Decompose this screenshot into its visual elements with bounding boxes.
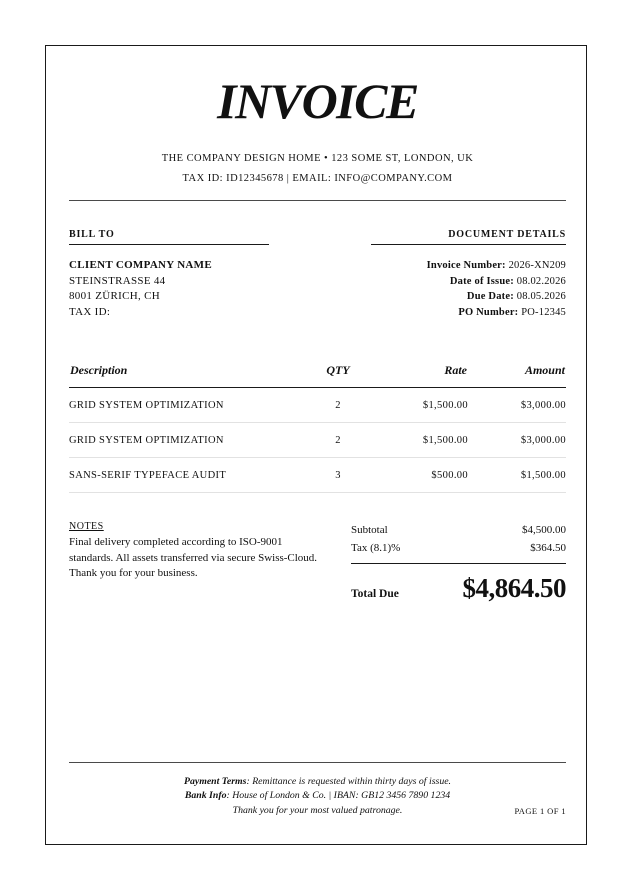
page-indicator: PAGE 1 OF 1 xyxy=(514,805,566,816)
tax-label: Tax (8.1)% xyxy=(351,542,401,554)
column-header-qty: QTY xyxy=(306,362,370,388)
column-header-rate: Rate xyxy=(370,362,468,388)
row-amount: $3,000.00 xyxy=(468,423,566,458)
bank-info-line xyxy=(69,789,566,804)
company-address-line: THE COMPANY DESIGN HOME • 123 SOME ST, LONDON, UK xyxy=(161,153,474,164)
row-rate: $500.00 xyxy=(370,458,468,493)
tax-row xyxy=(351,539,566,557)
row-qty: 2 xyxy=(306,388,370,423)
subtotal-label: Subtotal xyxy=(351,524,388,536)
bill-to-address xyxy=(69,258,269,320)
footer xyxy=(69,762,566,819)
invoice-content xyxy=(69,46,566,844)
subtotal-value: $4,500.00 xyxy=(522,524,566,536)
payment-terms-text: : Remittance is requested within thirty days of issue. xyxy=(246,775,452,787)
table-row xyxy=(69,423,566,458)
invoice-page xyxy=(45,45,587,845)
detail-label: Date of Issue: xyxy=(449,275,514,287)
subtotal-row xyxy=(351,521,566,539)
client-address-line-1: STEINSTRASSE 44 xyxy=(69,274,166,287)
line-items-table xyxy=(69,362,566,493)
detail-label: Due Date: xyxy=(466,291,514,302)
page-title: INVOICE xyxy=(217,73,418,129)
totals-divider xyxy=(351,563,566,564)
client-address-line-2: 8001 ZÜRICH, CH xyxy=(69,290,160,302)
bank-info-label: Bank Info xyxy=(184,790,227,801)
row-rate: $1,500.00 xyxy=(370,388,468,423)
detail-label: Invoice Number: xyxy=(426,260,506,271)
total-due-value: $4,864.50 xyxy=(462,573,566,603)
thanks-line: Thank you for your most valued patronage. xyxy=(232,804,403,816)
detail-label: PO Number: xyxy=(458,306,519,318)
notes-and-totals xyxy=(69,521,566,602)
column-header-amount: Amount xyxy=(468,362,566,388)
masthead xyxy=(69,46,566,184)
row-description: GRID SYSTEM OPTIMIZATION xyxy=(69,388,306,423)
line-items-body xyxy=(69,388,566,493)
document-details-rows xyxy=(371,258,566,320)
row-qty: 2 xyxy=(306,423,370,458)
table-row xyxy=(69,388,566,423)
bill-to-block xyxy=(69,229,269,320)
document-details-heading: DOCUMENT DETAILS xyxy=(371,229,566,245)
row-rate: $1,500.00 xyxy=(370,423,468,458)
footer-divider xyxy=(69,762,566,763)
detail-row-invoice-number xyxy=(371,258,566,274)
row-description: GRID SYSTEM OPTIMIZATION xyxy=(69,423,306,458)
tax-value: $364.50 xyxy=(530,542,566,554)
detail-value: 2026-XN209 xyxy=(508,260,566,271)
detail-row-due-date xyxy=(371,289,566,305)
total-due-label: Total Due xyxy=(351,588,399,600)
header-divider xyxy=(69,200,566,201)
row-amount: $1,500.00 xyxy=(468,458,566,493)
detail-value: PO-12345 xyxy=(521,306,566,318)
line-items-header xyxy=(69,362,566,388)
meta-section xyxy=(69,229,566,320)
payment-terms-line xyxy=(69,775,566,790)
footer-text xyxy=(69,775,566,819)
client-tax-id: TAX ID: xyxy=(69,305,111,318)
table-header-row xyxy=(69,362,566,388)
notes-title: NOTES xyxy=(69,521,104,532)
detail-value: 08.05.2026 xyxy=(516,291,566,302)
total-due-row xyxy=(351,575,566,602)
company-contact-line: TAX ID: ID12345678 | EMAIL: INFO@COMPANY.COM xyxy=(182,173,453,184)
notes-block xyxy=(69,521,319,602)
client-name: CLIENT COMPANY NAME xyxy=(69,259,212,271)
detail-row-date-of-issue xyxy=(371,274,566,290)
payment-terms-label: Payment Terms xyxy=(183,775,247,787)
notes-body: Final delivery completed according to ISO-9001 standards. All assets transferred via secure Swiss-Cloud. Thank you for your business. xyxy=(69,536,318,579)
detail-value: 08.02.2026 xyxy=(516,275,566,287)
table-row xyxy=(69,458,566,493)
detail-row-po-number xyxy=(371,305,566,321)
bank-info-text: : House of London & Co. | IBAN: GB12 3456 7890 1234 xyxy=(226,790,451,801)
row-amount: $3,000.00 xyxy=(468,388,566,423)
document-details-block xyxy=(371,229,566,320)
row-description: SANS-SERIF TYPEFACE AUDIT xyxy=(69,458,306,493)
row-qty: 3 xyxy=(306,458,370,493)
column-header-description: Description xyxy=(69,362,306,388)
bill-to-heading: BILL TO xyxy=(69,229,269,245)
totals-block xyxy=(351,521,566,602)
